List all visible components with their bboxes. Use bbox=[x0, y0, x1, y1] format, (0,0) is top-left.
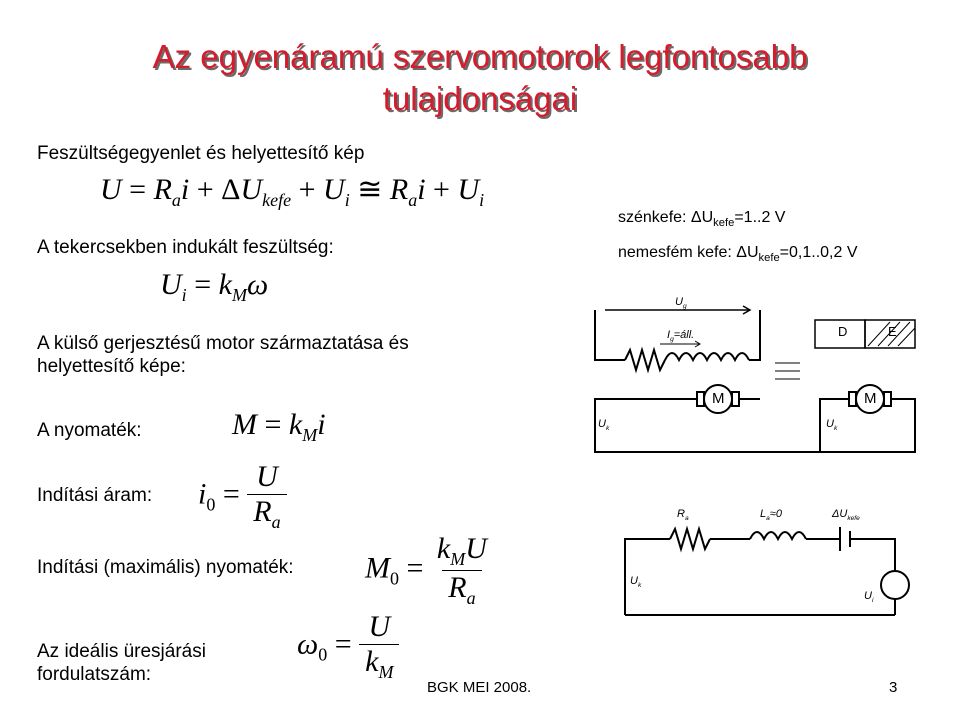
voltage-equation-label: Feszültségegyenlet és helyettesítő kép bbox=[37, 143, 365, 164]
voltage-equation: $U = R_ai + \Delta U_{kefe} + U_i$ ≅ $R_ai + U_i$ bbox=[100, 173, 485, 210]
d-box-label: D bbox=[838, 324, 848, 339]
ug-label: $U_g$ bbox=[675, 296, 687, 311]
brush-drop-source bbox=[840, 527, 850, 551]
field-winding-wire bbox=[595, 310, 625, 360]
brush-drop-label: $\Delta U_{kefe}$ bbox=[832, 508, 860, 523]
precious-metal-brush-note: nemesfém kefe: $\Delta U_{kefe}=0,1..0,2$ V bbox=[618, 244, 858, 265]
starting-torque-equation: $M_0$ = $\frac{k_MU}{R_a}$ bbox=[365, 532, 487, 608]
external-excitation-label-2: helyettesítő képe: bbox=[37, 356, 186, 377]
armature-equivalent-circuit bbox=[610, 515, 910, 625]
no-load-speed-label-2: fordulatszám: bbox=[37, 664, 152, 685]
ra-label: $R_a$ bbox=[677, 508, 689, 523]
no-load-speed-label-1: Az ideális üresjárási bbox=[37, 641, 206, 662]
equivalence-sign bbox=[775, 363, 800, 379]
uk-left-label: $U_k$ bbox=[598, 418, 610, 433]
la-label: $L_a\approx 0$ bbox=[760, 508, 782, 523]
motor-left-label: M bbox=[712, 390, 725, 407]
starting-current-equation: $i_0$ = $\frac{U}{R_a}$ bbox=[198, 460, 287, 533]
field-inductor bbox=[665, 353, 749, 360]
page-title-line2: tulajdonságai bbox=[382, 80, 578, 117]
armature-resistor bbox=[670, 529, 710, 549]
e-box-label: E bbox=[888, 324, 897, 339]
ig-label: $I_g=áll$. bbox=[667, 329, 695, 344]
ui-label: $U_i$ bbox=[864, 590, 874, 605]
torque-equation: $M = k_Mi$ bbox=[232, 408, 326, 445]
induced-voltage-label: A tekercsekben indukált feszültség: bbox=[37, 237, 334, 258]
starting-torque-label: Indítási (maximális) nyomaték: bbox=[37, 557, 294, 578]
footer-org: BGK MEI 2008. bbox=[427, 679, 532, 696]
page-title-line1: Az egyenáramú szervomotorok legfontosabb bbox=[152, 38, 808, 75]
no-load-speed-equation: $\omega_0$ = $\frac{U}{k_M}$ bbox=[297, 610, 399, 683]
page-number: 3 bbox=[889, 679, 898, 696]
induced-voltage-equation: $U_i = k_M\omega$ bbox=[160, 268, 269, 305]
external-excitation-label-1: A külső gerjesztésű motor származtatása és bbox=[37, 333, 409, 354]
uk-right-label: $U_k$ bbox=[826, 418, 838, 433]
armature-inductor bbox=[750, 532, 806, 539]
starting-current-label: Indítási áram: bbox=[37, 485, 153, 506]
separately-excited-motor-diagram bbox=[580, 280, 940, 460]
carbon-brush-note: szénkefe: $\Delta U_{kefe}=1..2$ V bbox=[618, 209, 786, 230]
uk-bottom-label: $U_k$ bbox=[630, 575, 642, 590]
induced-voltage-source bbox=[881, 571, 909, 599]
motor-right-label: M bbox=[864, 390, 877, 407]
field-resistor bbox=[625, 350, 665, 370]
torque-label: A nyomaték: bbox=[37, 420, 142, 441]
